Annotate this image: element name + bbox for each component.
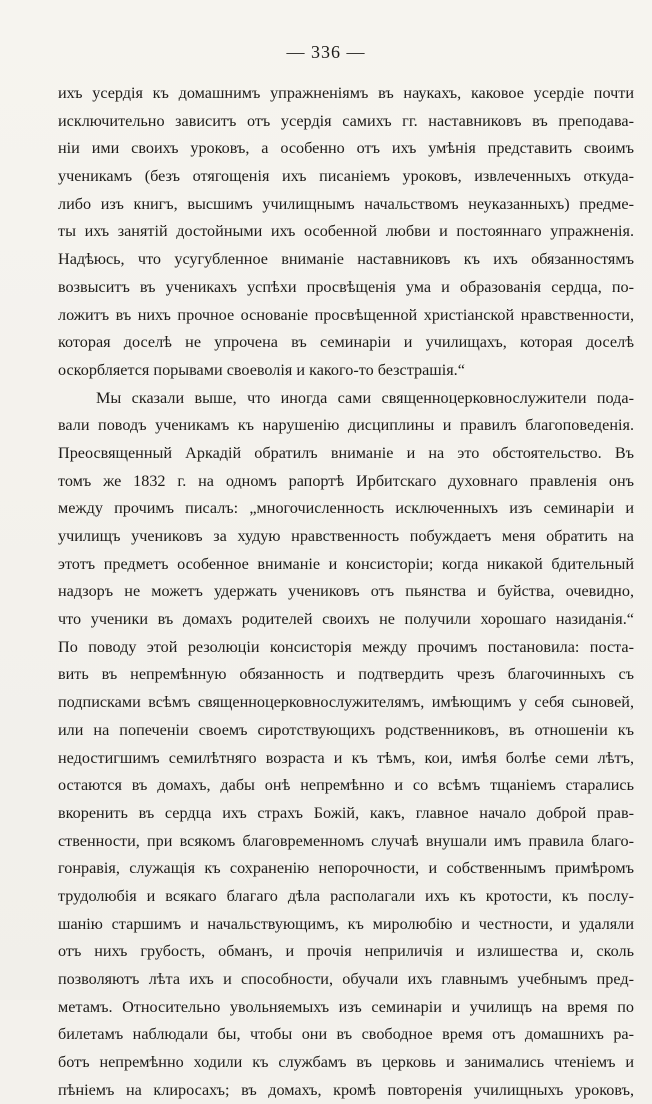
text-line: вить въ непремѣнную обязанность и подтвердить чрезъ благочинныхъ съ [58,665,634,684]
text-line: отъ нихъ грубость, обманъ, и прочія неприличія и излишества и, сколь [58,942,634,961]
text-line: По поводу этой резолюціи консисторія между прочимъ постановила: поста- [58,637,634,656]
text-line: томъ же 1832 г. на одномъ рапортѣ Ирбитскаго духовнаго правленія онъ [58,471,634,490]
text-line: оскорбляется порывами своеволія и какого-то безстрашія.“ [58,360,465,379]
text-line: что ученики въ домахъ родителей своихъ не получили хорошаго назиданія.“ [58,610,634,629]
text-line: Надѣюсь, что усугубленное вниманіе наставниковъ къ ихъ обязанностямъ [58,250,634,269]
text-line: билетамъ наблюдали бы, чтобы они въ свободное время отъ домашнихъ ра- [58,1025,634,1044]
text-line: между прочимъ писалъ: „многочисленность исключенныхъ изъ семинаріи и [58,499,634,518]
text-line: либо изъ книгъ, высшимъ училищнымъ начальствомъ неуказанныхъ) предме- [58,194,634,213]
text-line: трудолюбія и всякаго благаго дѣла располагали ихъ къ кротости, къ послу- [58,886,634,905]
text-line: или на попеченіи своемъ сиротствующихъ родственниковъ, въ отношеніи къ [58,720,634,739]
text-line: надзоръ не можетъ удержать учениковъ отъ пьянства и буйства, очевидно, [58,582,634,601]
text-line: вали поводъ ученикамъ къ нарушенію дисциплины и правилъ благоповеденія. [58,416,634,435]
text-line: ніи ими своихъ уроковъ, а особенно отъ ихъ умѣнія представить своимъ [58,139,634,158]
text-line: метамъ. Относительно увольняемыхъ изъ семинаріи и училищъ на время по [58,997,634,1016]
text-line: остаются въ домахъ, дабы онѣ непремѣнно и со всѣмъ тщаніемъ старались [58,776,634,795]
text-line: Мы сказали выше, что иногда сами священноцерковнослужители пода- [96,388,634,407]
text-line: этотъ предметъ особенное вниманіе и консисторіи; когда никакой бдительный [58,554,634,573]
text-line: позволяютъ лѣта ихъ и способности, обучали ихъ главнымъ учебнымъ пред- [58,970,634,988]
text-line: исключительно зависитъ отъ усердія самихъ гг. наставниковъ въ преподава- [58,111,634,130]
text-line: ученикамъ (безъ отягощенія ихъ писаніемъ уроковъ, извлеченныхъ откуда- [58,167,634,186]
text-line: вкоренить въ сердца ихъ страхъ Божій, какъ, главное начало доброй прав- [58,803,634,822]
text-line: возвыситъ въ ученикахъ успѣхи просвѣщенія ума и образованія сердца, по- [58,277,634,296]
text-line: недостигшимъ семилѣтняго возраста и къ тѣмъ, кои, имѣя болѣе семи лѣтъ, [58,748,634,767]
text-line: гонравія, служащія къ сохраненію непорочности, и собственнымъ примѣромъ [58,859,634,878]
text-line: которая доселѣ не упрочена въ семинаріи и училищахъ, которая доселѣ [58,333,634,352]
text-line: пѣніемъ на клиросахъ; въ домахъ, кромѣ повторенія училищныхъ уроковъ, [58,1080,634,1099]
text-line: ственности, при всякомъ благовременномъ случаѣ внушали имъ правила благо- [58,831,634,850]
text-line: Преосвященный Аркадій обратилъ вниманіе и на это обстоятельство. Въ [58,443,634,462]
text-line: ихъ усердія къ домашнимъ упражненіямъ въ наукахъ, каковое усердіе почти [58,84,634,102]
body-text [58,80,634,1104]
text-line: ложитъ въ нихъ прочное основаніе просвѣщенной христіанской нравственности, [58,305,634,324]
page-number: — 336 — [286,42,366,62]
text-line: шанію старшимъ и начальствующимъ, къ миролюбію и честности, и удаляли [58,914,634,933]
text-line: училищъ учениковъ за худую нравственность побуждаетъ меня обратить на [58,527,634,545]
text-line: ты ихъ занятій достойными ихъ особенной любви и постояннаго упражненія. [58,222,634,241]
text-line: ботъ непремѣнно ходили къ службамъ въ церковь и занимались чтеніемъ и [58,1053,634,1072]
text-line: подписками всѣмъ священноцерковнослужителямъ, имѣющимъ у себя сыновей, [58,693,634,712]
